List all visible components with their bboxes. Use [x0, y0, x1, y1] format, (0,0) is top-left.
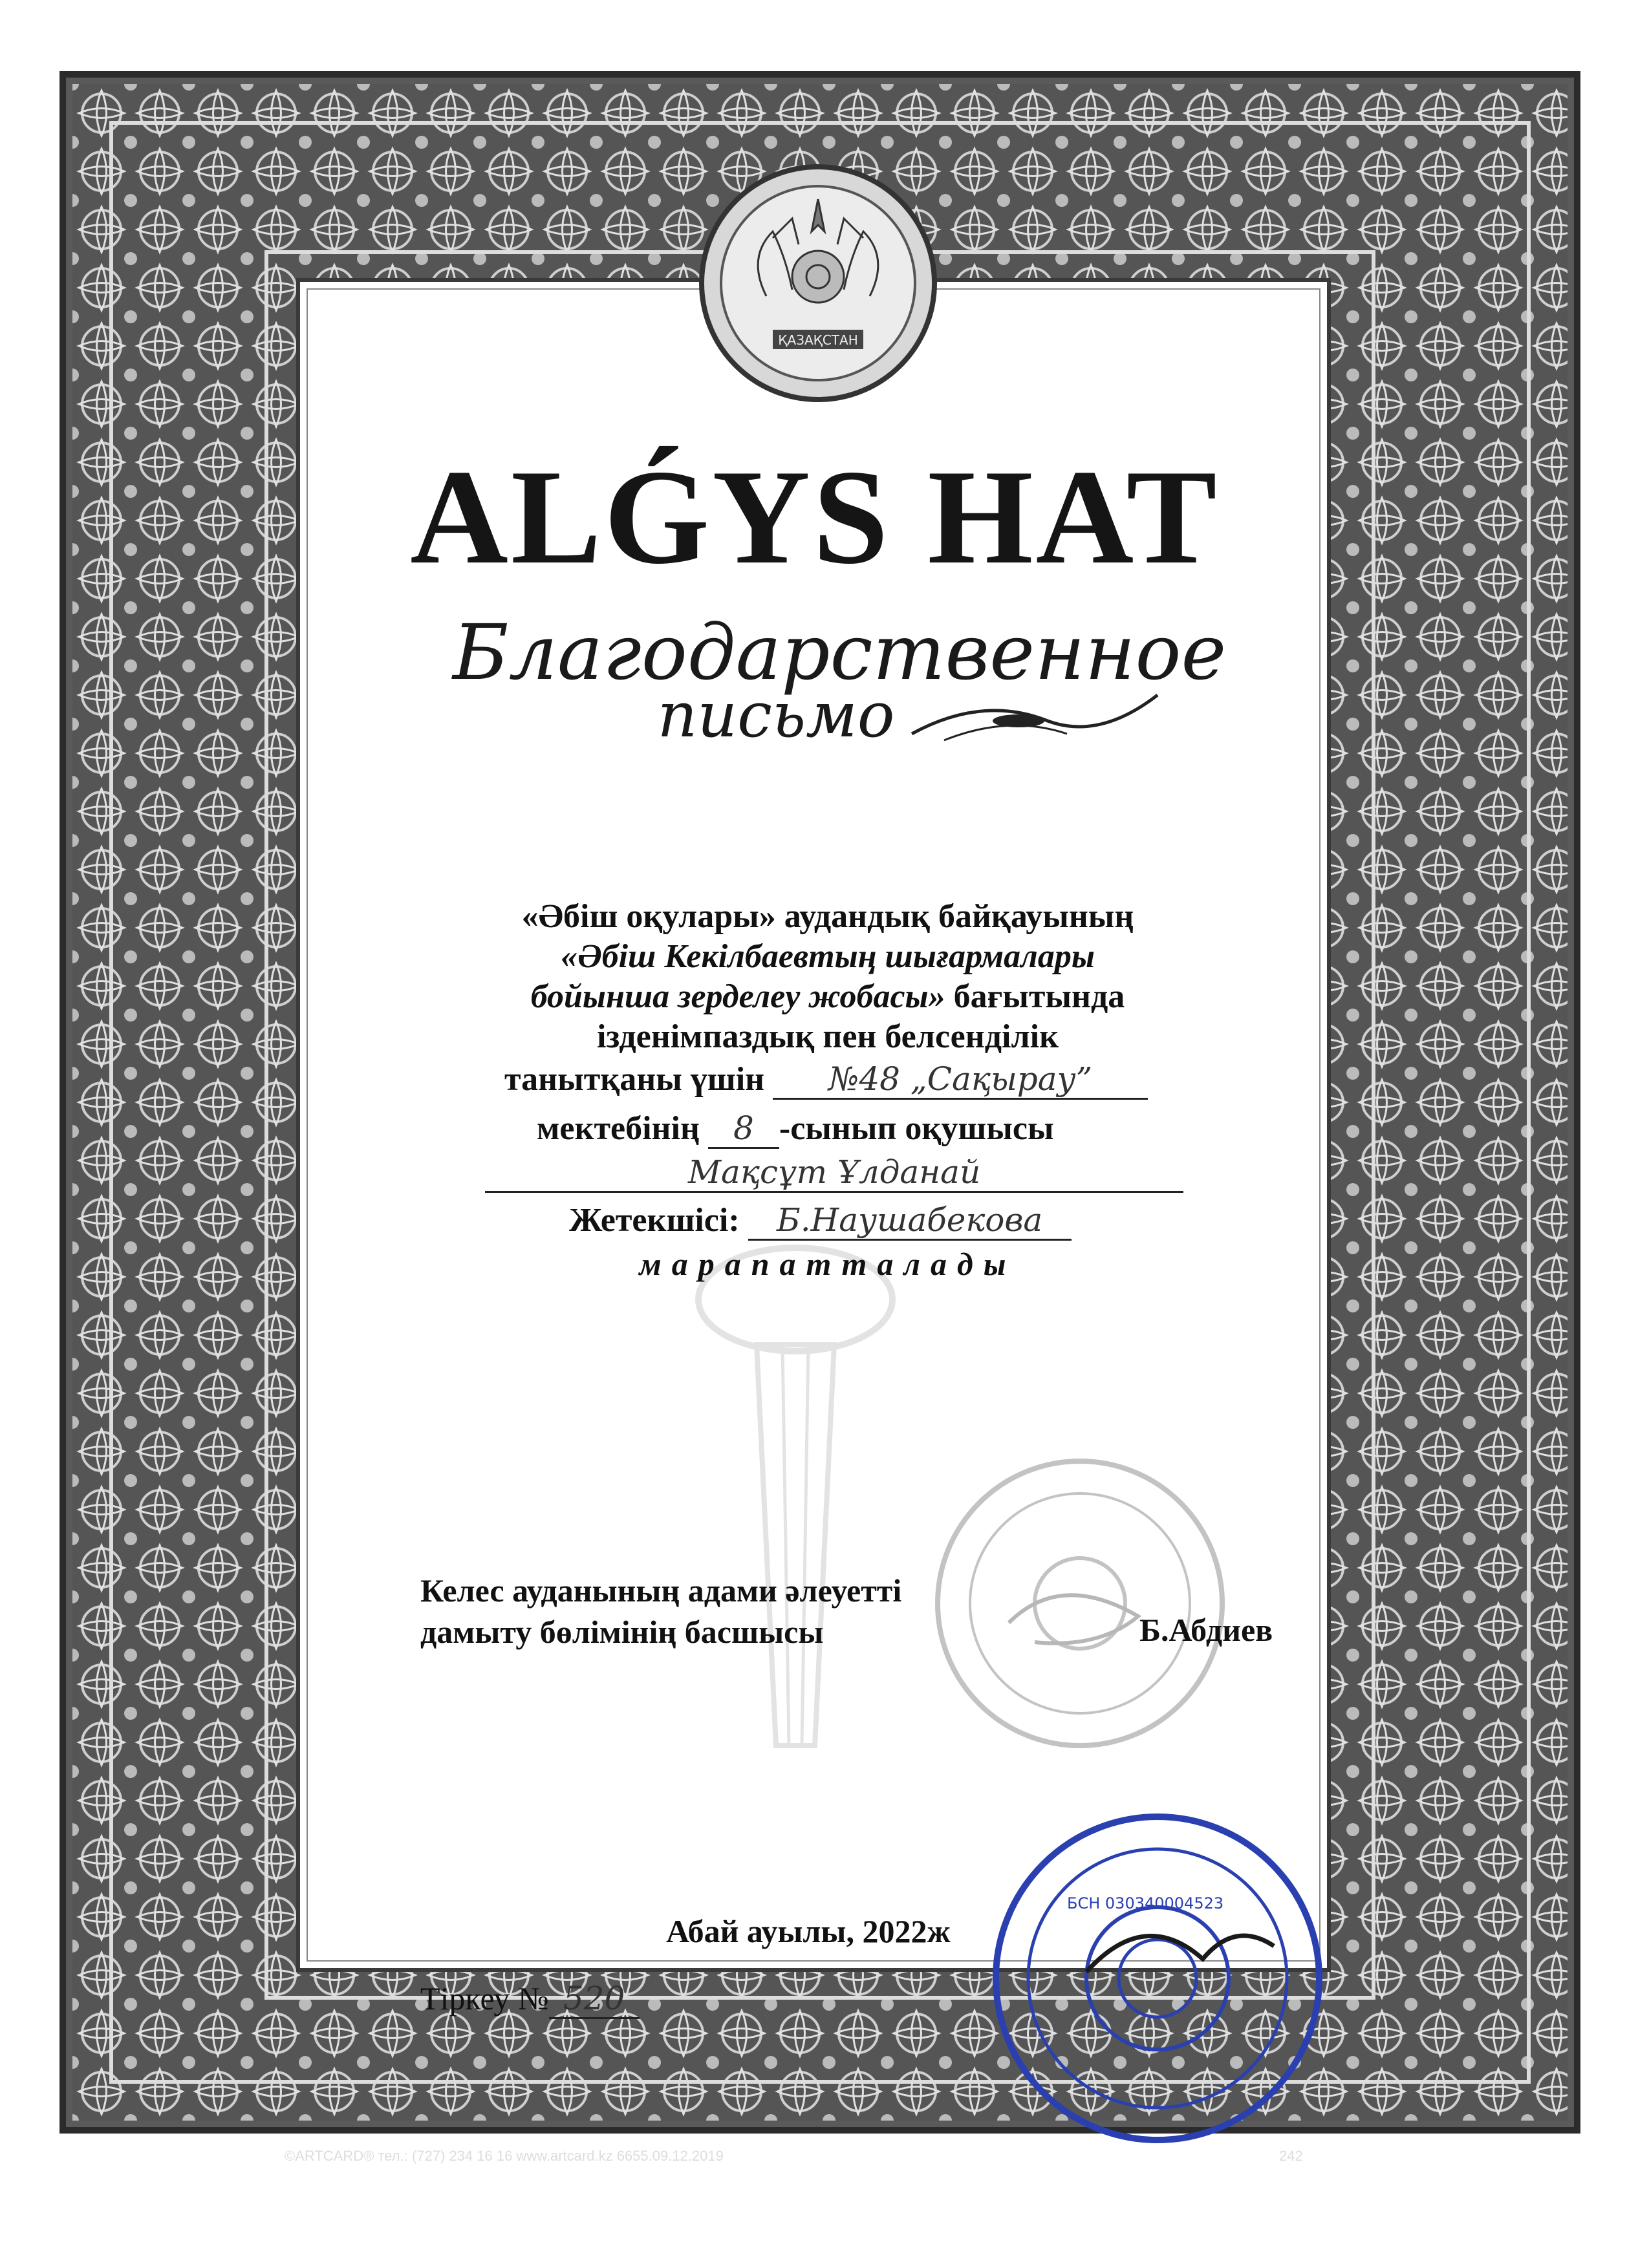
body-line-3-italic: бойынша зерделеу жобасы» [530, 978, 945, 1015]
body-line-3-tail: бағытында [945, 978, 1125, 1015]
body-line-6-prefix: мектебінің [537, 1110, 700, 1147]
signatory-position [420, 1570, 901, 1653]
stamp-code: БСН 030340004523 [1067, 1894, 1224, 1912]
student-line [485, 1153, 1183, 1193]
official-seal-blue [989, 1810, 1326, 2146]
mentor-line [569, 1201, 1216, 1241]
body-line-5 [504, 1060, 1190, 1100]
registration-label: Тіркеу № [420, 1980, 549, 2017]
signatory-position-line1: Келес ауданының адами әлеуетті [420, 1572, 902, 1609]
official-seal-gray [931, 1455, 1229, 1752]
signatory-name: Б.Абдиев [1139, 1612, 1273, 1648]
registration-line [420, 1980, 640, 2019]
body-line-2: «Әбіш Кекілбаевтың шығармалары [561, 938, 1095, 975]
page-title: ALǴYS HAT [410, 442, 1220, 592]
body-line-6-suffix: -сынып оқушысы [779, 1110, 1054, 1147]
mentor-name-handwritten: Б.Наушабекова [748, 1201, 1072, 1241]
place-date: Абай ауылы, 2022ж [666, 1913, 951, 1949]
subtitle-ru-line1: Благодарственное [453, 608, 1227, 697]
state-emblem-icon [695, 160, 941, 406]
school-handwritten: №48 „Сақырау” [773, 1060, 1148, 1100]
subtitle-ru-line2: письмо [657, 679, 895, 751]
emblem-label: ҚАЗАҚСТАН [778, 332, 858, 348]
student-name-handwritten: Мақсұт Ұлданай [485, 1153, 1183, 1193]
registration-number: 520 [549, 1980, 640, 2019]
awarded-text: марапатталады [639, 1246, 1017, 1282]
grade-handwritten: 8 [708, 1109, 779, 1149]
print-footer: ©ARTCARD® тел.: (727) 234 16 16 www.artcard.kz 6655.09.12.2019 [285, 2148, 724, 2164]
body-line-1: «Әбіш оқулары» аудандық байқауының [521, 898, 1134, 935]
body-line-6 [537, 1109, 1183, 1149]
decorative-flourish [905, 682, 1164, 760]
print-number: 242 [1279, 2148, 1303, 2164]
body-line-5-prefix: танытқаны үшін [504, 1061, 765, 1098]
baiterek-watermark [685, 1241, 905, 1759]
mentor-label: Жетекшісі: [569, 1202, 740, 1239]
body-line-3 [453, 979, 1203, 1015]
body-line-4: ізденімпаздық пен белсенділік [596, 1018, 1059, 1055]
signatory-position-line2: дамыту бөлімінің басшысы [420, 1614, 824, 1650]
